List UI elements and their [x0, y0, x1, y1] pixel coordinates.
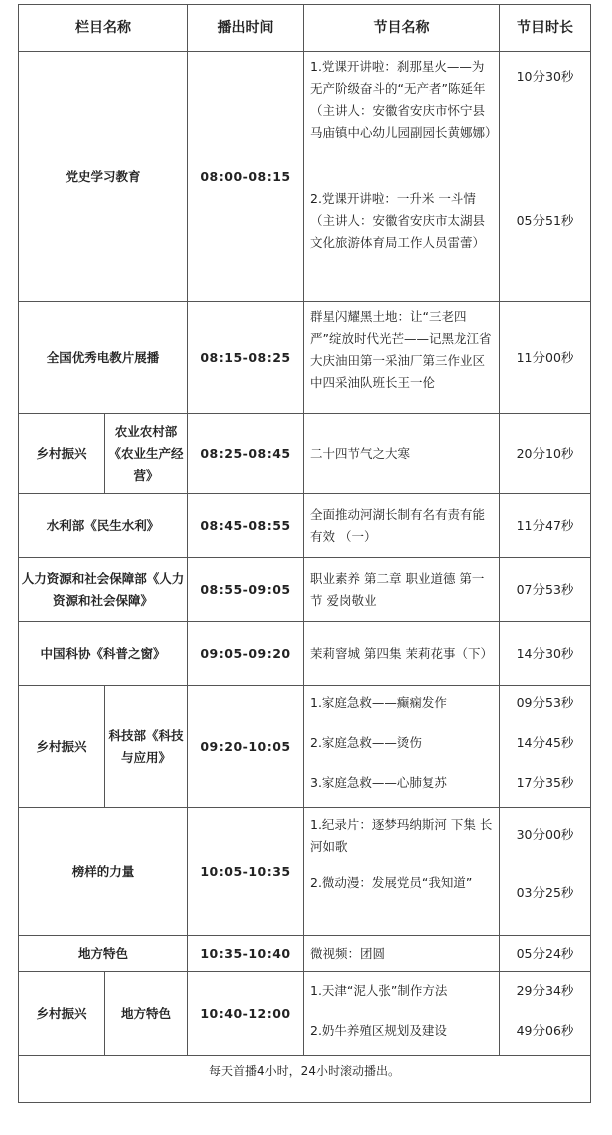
- duration-item: 05分24秒: [500, 936, 591, 972]
- table-row: [19, 302, 591, 414]
- broadcast-time: 10:35-10:40: [188, 936, 304, 972]
- table-row: [19, 972, 591, 1056]
- broadcast-time: 10:40-12:00: [188, 972, 304, 1056]
- duration-item: 10分30秒: [516, 69, 574, 84]
- duration-item: 20分10秒: [500, 414, 591, 494]
- program-item: 全面推动河湖长制有名有责有能有效 （一）: [304, 494, 500, 558]
- broadcast-time: 09:05-09:20: [188, 622, 304, 686]
- program-item: 1.天津“泥人张”制作方法: [310, 983, 448, 998]
- table-row: [19, 622, 591, 686]
- column-name: 中国科协《科普之窗》: [19, 622, 188, 686]
- program-item: 2.奶牛养殖区规划及建设: [310, 1023, 447, 1038]
- column-name: 乡村振兴: [19, 414, 105, 494]
- duration-item: 05分51秒: [516, 213, 574, 228]
- duration-item: 49分06秒: [516, 1023, 574, 1038]
- program-item: 二十四节气之大寒: [304, 414, 500, 494]
- broadcast-time: 08:15-08:25: [188, 302, 304, 414]
- program-item: 微视频：团圆: [304, 936, 500, 972]
- table-row: [19, 494, 591, 558]
- duration-cell: [500, 808, 591, 936]
- program-item: 2.党课开讲啦：一升米 一斗情（主讲人：安徽省安庆市太湖县文化旅游体育局工作人员雷蕾）: [310, 191, 486, 250]
- broadcast-time: 08:55-09:05: [188, 558, 304, 622]
- duration-item: 07分53秒: [500, 558, 591, 622]
- program-cell: [304, 52, 500, 302]
- table-row: [19, 414, 591, 494]
- table-row: [19, 558, 591, 622]
- broadcast-time: 10:05-10:35: [188, 808, 304, 936]
- schedule-table: [18, 4, 591, 1103]
- duration-cell: [500, 52, 591, 302]
- program-item: 1.家庭急救——癫痫发作: [310, 695, 447, 710]
- table-row: [19, 686, 591, 808]
- program-item: 2.微动漫：发展党员“我知道”: [310, 875, 473, 890]
- program-item: 职业素养 第二章 职业道德 第一节 爱岗敬业: [304, 558, 500, 622]
- program-item: 群星闪耀黑土地：让“三老四严”绽放时代光芒——记黑龙江省大庆油田第一采油厂第三作业区中四采油队班长王一伦: [310, 309, 492, 390]
- sub-column-name: 农业农村部《农业生产经营》: [105, 414, 188, 494]
- duration-item: 09分53秒: [516, 695, 574, 710]
- program-item: 3.家庭急救——心肺复苏: [310, 775, 447, 790]
- footer-note: 每天首播4小时，24小时滚动播出。: [19, 1056, 591, 1103]
- broadcast-time: 08:45-08:55: [188, 494, 304, 558]
- footer-row: [19, 1056, 591, 1103]
- duration-cell: [500, 686, 591, 808]
- program-item: 1.纪录片：逐梦玛纳斯河 下集 长河如歌: [310, 817, 493, 854]
- program-cell: [304, 302, 500, 414]
- header-column: 栏目名称: [19, 5, 188, 52]
- duration-item: 14分30秒: [500, 622, 591, 686]
- duration-item: 11分00秒: [500, 302, 591, 414]
- duration-cell: [500, 972, 591, 1056]
- column-name: 乡村振兴: [19, 972, 105, 1056]
- header-time: 播出时间: [188, 5, 304, 52]
- duration-item: 30分00秒: [516, 827, 574, 842]
- table-row: [19, 52, 591, 302]
- table-row: [19, 936, 591, 972]
- program-cell: [304, 972, 500, 1056]
- column-name: 人力资源和社会保障部《人力资源和社会保障》: [19, 558, 188, 622]
- header-program: 节目名称: [304, 5, 500, 52]
- column-name: 全国优秀电教片展播: [19, 302, 188, 414]
- duration-item: 17分35秒: [516, 775, 574, 790]
- column-name: 乡村振兴: [19, 686, 105, 808]
- sub-column-name: 科技部《科技与应用》: [105, 686, 188, 808]
- column-name: 水利部《民生水利》: [19, 494, 188, 558]
- column-name: 党史学习教育: [19, 52, 188, 302]
- program-item: 1.党课开讲啦：刹那星火——为无产阶级奋斗的“无产者”陈延年（主讲人：安徽省安庆市怀宁县马庙镇中心幼儿园副园长黄娜娜）: [310, 59, 498, 140]
- column-name: 榜样的力量: [19, 808, 188, 936]
- program-item: 2.家庭急救——烫伤: [310, 735, 422, 750]
- program-cell: [304, 686, 500, 808]
- duration-item: 14分45秒: [516, 735, 574, 750]
- table-row: [19, 808, 591, 936]
- broadcast-time: 08:25-08:45: [188, 414, 304, 494]
- duration-item: 11分47秒: [500, 494, 591, 558]
- program-item: 茉莉窨城 第四集 茉莉花事（下）: [304, 622, 500, 686]
- duration-item: 03分25秒: [516, 885, 574, 900]
- header-row: [19, 5, 591, 52]
- duration-item: 29分34秒: [516, 983, 574, 998]
- column-name: 地方特色: [19, 936, 188, 972]
- header-duration: 节目时长: [500, 5, 591, 52]
- broadcast-time: 08:00-08:15: [188, 52, 304, 302]
- sub-column-name: 地方特色: [105, 972, 188, 1056]
- broadcast-time: 09:20-10:05: [188, 686, 304, 808]
- program-cell: [304, 808, 500, 936]
